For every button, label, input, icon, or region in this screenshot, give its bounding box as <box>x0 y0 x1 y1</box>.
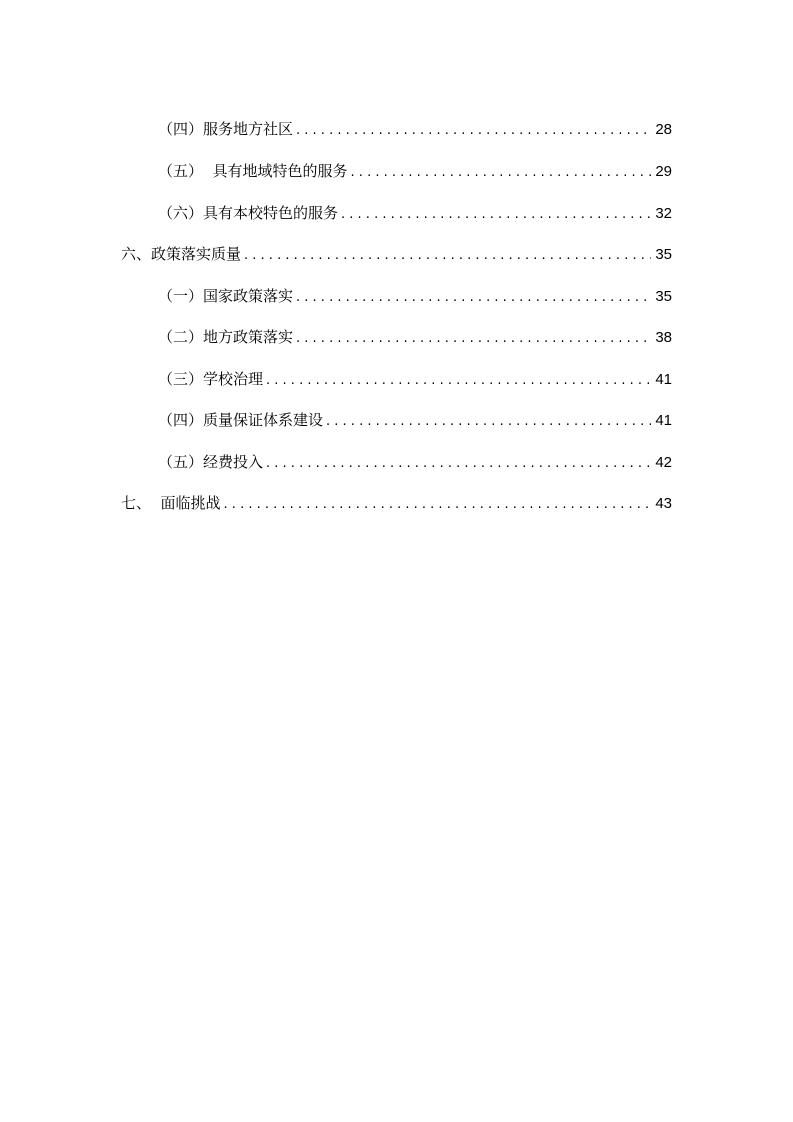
toc-page-number: 42 <box>655 454 672 471</box>
toc-page-number: 43 <box>655 495 672 512</box>
toc-entry-school-governance[interactable] <box>158 368 672 390</box>
toc-entry-title: （六）具有本校特色的服务 <box>158 204 339 222</box>
toc-page-number: 41 <box>655 412 672 429</box>
dot-leader <box>266 453 651 475</box>
dot-leader <box>266 370 651 392</box>
toc-entry-title: （四）服务地方社区 <box>158 120 294 138</box>
toc-entry-policy-implementation-quality[interactable] <box>121 243 672 265</box>
toc-entry-serve-local-community[interactable] <box>158 118 672 140</box>
toc-entry-title: （五） 具有地域特色的服务 <box>158 162 348 180</box>
toc-entry-title: （二）地方政策落实 <box>158 328 294 346</box>
toc-entry-title: （五）经费投入 <box>158 453 264 471</box>
toc-entry-regional-feature-services[interactable] <box>158 160 672 182</box>
toc-entry-school-feature-services[interactable] <box>158 202 672 224</box>
toc-entry-quality-assurance[interactable] <box>158 409 672 431</box>
toc-entry-title: （三）学校治理 <box>158 370 264 388</box>
toc-page-number: 29 <box>655 163 672 180</box>
dot-leader <box>326 411 651 433</box>
toc-entry-title: 六、政策落实质量 <box>121 245 242 263</box>
toc-entry-funding-input[interactable] <box>158 451 672 473</box>
toc-page-number: 35 <box>655 246 672 263</box>
toc-entry-title: （四）质量保证体系建设 <box>158 411 324 429</box>
toc-entry-national-policy[interactable] <box>158 285 672 307</box>
toc-page-number: 35 <box>655 288 672 305</box>
toc-page-number: 38 <box>655 329 672 346</box>
dot-leader <box>341 204 651 226</box>
toc-entry-title: 七、 面临挑战 <box>121 494 221 512</box>
dot-leader <box>296 328 651 350</box>
dot-leader <box>296 120 651 142</box>
toc-page-number: 41 <box>655 371 672 388</box>
toc-entry-title: （一）国家政策落实 <box>158 287 294 305</box>
toc-page-number: 28 <box>655 121 672 138</box>
toc-page-number: 32 <box>655 205 672 222</box>
dot-leader <box>224 494 652 516</box>
dot-leader <box>296 287 651 309</box>
dot-leader <box>244 245 651 267</box>
dot-leader <box>351 162 652 184</box>
toc-entry-challenges[interactable] <box>121 492 672 514</box>
toc-entry-local-policy[interactable] <box>158 326 672 348</box>
